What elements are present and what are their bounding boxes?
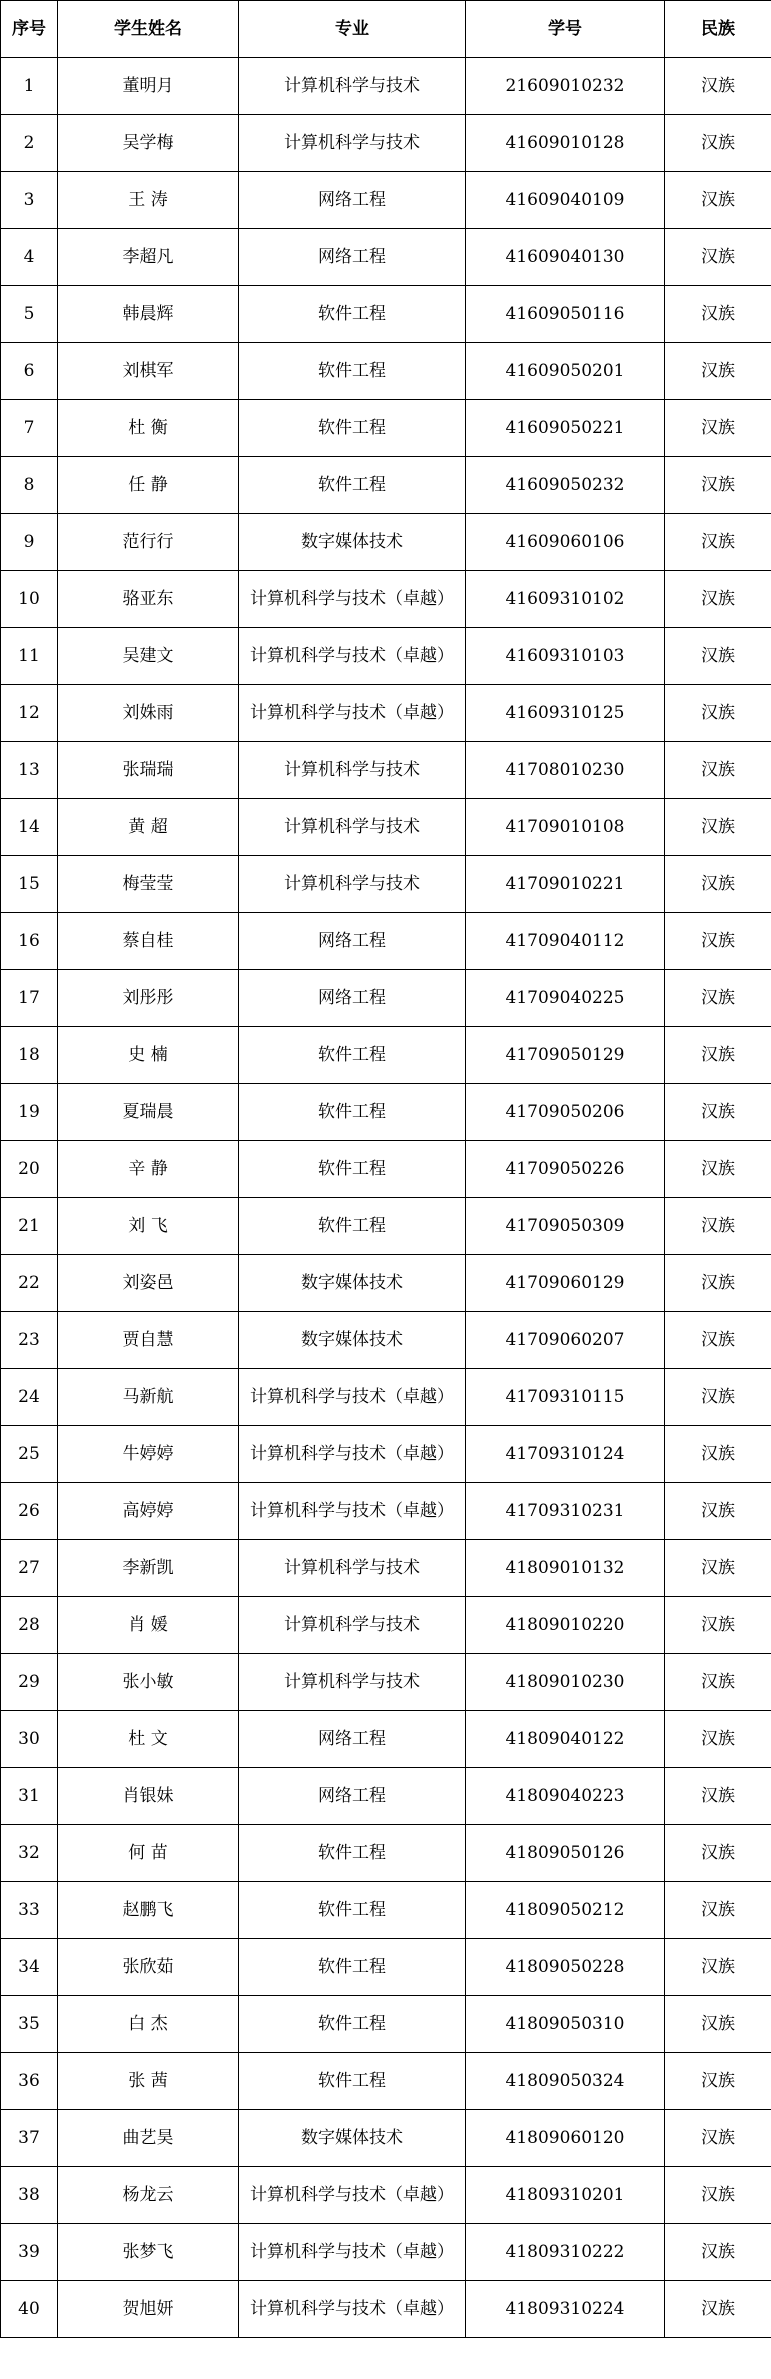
major: 计算机科学与技术 [239,1654,466,1711]
student-name: 何 苗 [58,1825,239,1882]
row-index: 1 [1,58,58,115]
major: 计算机科学与技术（卓越） [239,1426,466,1483]
major: 计算机科学与技术 [239,1540,466,1597]
student-id: 41809010220 [466,1597,665,1654]
table-row [1,400,771,457]
table-row [1,2281,771,2338]
row-index: 19 [1,1084,58,1141]
table-row [1,1939,771,1996]
ethnicity: 汉族 [665,172,771,229]
table-header [1,1,771,58]
major: 网络工程 [239,172,466,229]
ethnicity: 汉族 [665,514,771,571]
student-name: 牛婷婷 [58,1426,239,1483]
table-row [1,1084,771,1141]
table-row [1,1711,771,1768]
table-row [1,1027,771,1084]
ethnicity: 汉族 [665,1369,771,1426]
table-row [1,1825,771,1882]
header-index: 序号 [1,1,58,58]
student-name: 高婷婷 [58,1483,239,1540]
table-row [1,229,771,286]
major: 计算机科学与技术 [239,799,466,856]
student-name: 黄 超 [58,799,239,856]
student-id: 41609310102 [466,571,665,628]
row-index: 8 [1,457,58,514]
student-id: 41809010132 [466,1540,665,1597]
row-index: 36 [1,2053,58,2110]
major: 软件工程 [239,457,466,514]
student-id: 41709040112 [466,913,665,970]
table-row [1,2167,771,2224]
student-id: 41609050116 [466,286,665,343]
student-id: 41609050201 [466,343,665,400]
row-index: 39 [1,2224,58,2281]
student-id: 41709010108 [466,799,665,856]
student-id: 41809040223 [466,1768,665,1825]
row-index: 28 [1,1597,58,1654]
row-index: 20 [1,1141,58,1198]
student-id: 41609310125 [466,685,665,742]
student-name: 曲艺昊 [58,2110,239,2167]
header-row [1,1,771,58]
student-name: 李新凯 [58,1540,239,1597]
major: 计算机科学与技术 [239,856,466,913]
ethnicity: 汉族 [665,2167,771,2224]
ethnicity: 汉族 [665,1027,771,1084]
major: 计算机科学与技术 [239,1597,466,1654]
row-index: 6 [1,343,58,400]
student-name: 刘彤彤 [58,970,239,1027]
row-index: 34 [1,1939,58,1996]
student-name: 刘 飞 [58,1198,239,1255]
row-index: 33 [1,1882,58,1939]
student-id: 41709310124 [466,1426,665,1483]
ethnicity: 汉族 [665,58,771,115]
student-name: 赵鹏飞 [58,1882,239,1939]
student-id: 41809040122 [466,1711,665,1768]
student-name: 贺旭妍 [58,2281,239,2338]
row-index: 24 [1,1369,58,1426]
header-ethnicity: 民族 [665,1,771,58]
row-index: 7 [1,400,58,457]
student-name: 吴建文 [58,628,239,685]
table-row [1,115,771,172]
major: 软件工程 [239,286,466,343]
row-index: 18 [1,1027,58,1084]
row-index: 17 [1,970,58,1027]
student-id: 41809050212 [466,1882,665,1939]
table-row [1,172,771,229]
major: 网络工程 [239,229,466,286]
student-name: 张欣茹 [58,1939,239,1996]
row-index: 13 [1,742,58,799]
ethnicity: 汉族 [665,1654,771,1711]
student-id: 41709050309 [466,1198,665,1255]
table-row [1,343,771,400]
student-name: 王 涛 [58,172,239,229]
major: 计算机科学与技术 [239,742,466,799]
ethnicity: 汉族 [665,2224,771,2281]
major: 计算机科学与技术（卓越） [239,571,466,628]
student-id: 21609010232 [466,58,665,115]
major: 软件工程 [239,1027,466,1084]
row-index: 23 [1,1312,58,1369]
ethnicity: 汉族 [665,400,771,457]
row-index: 25 [1,1426,58,1483]
row-index: 15 [1,856,58,913]
student-id: 41809050228 [466,1939,665,1996]
table-row [1,286,771,343]
table-row [1,1996,771,2053]
ethnicity: 汉族 [665,343,771,400]
student-id: 41809050310 [466,1996,665,2053]
major: 软件工程 [239,1825,466,1882]
student-id: 41709310231 [466,1483,665,1540]
row-index: 11 [1,628,58,685]
major: 计算机科学与技术 [239,115,466,172]
student-name: 刘棋军 [58,343,239,400]
ethnicity: 汉族 [665,229,771,286]
student-id: 41709010221 [466,856,665,913]
student-id: 41609060106 [466,514,665,571]
major: 软件工程 [239,1141,466,1198]
table-row [1,856,771,913]
row-index: 27 [1,1540,58,1597]
ethnicity: 汉族 [665,1084,771,1141]
major: 软件工程 [239,1882,466,1939]
ethnicity: 汉族 [665,856,771,913]
table-row [1,685,771,742]
major: 计算机科学与技术 [239,58,466,115]
row-index: 32 [1,1825,58,1882]
major: 软件工程 [239,2053,466,2110]
student-id: 41709310115 [466,1369,665,1426]
table-row [1,1882,771,1939]
major: 软件工程 [239,343,466,400]
major: 计算机科学与技术（卓越） [239,1369,466,1426]
ethnicity: 汉族 [665,742,771,799]
major: 数字媒体技术 [239,514,466,571]
table-row [1,742,771,799]
student-id: 41709060129 [466,1255,665,1312]
student-id: 41809050126 [466,1825,665,1882]
ethnicity: 汉族 [665,115,771,172]
table-row [1,1369,771,1426]
student-name: 夏瑞晨 [58,1084,239,1141]
ethnicity: 汉族 [665,2053,771,2110]
major: 计算机科学与技术（卓越） [239,2224,466,2281]
table-row [1,1141,771,1198]
student-id: 41708010230 [466,742,665,799]
student-id: 41709050129 [466,1027,665,1084]
student-name: 刘姝雨 [58,685,239,742]
student-name: 蔡自桂 [58,913,239,970]
table-row [1,2110,771,2167]
ethnicity: 汉族 [665,2281,771,2338]
student-id: 41809060120 [466,2110,665,2167]
row-index: 10 [1,571,58,628]
student-name: 辛 静 [58,1141,239,1198]
student-name: 杜 衡 [58,400,239,457]
ethnicity: 汉族 [665,1711,771,1768]
ethnicity: 汉族 [665,1597,771,1654]
student-name: 贾自慧 [58,1312,239,1369]
table-row [1,514,771,571]
student-id: 41709050206 [466,1084,665,1141]
major: 软件工程 [239,1084,466,1141]
row-index: 21 [1,1198,58,1255]
ethnicity: 汉族 [665,571,771,628]
row-index: 31 [1,1768,58,1825]
student-id: 41809310224 [466,2281,665,2338]
student-name: 杨龙云 [58,2167,239,2224]
row-index: 3 [1,172,58,229]
table-row [1,970,771,1027]
table-row [1,628,771,685]
ethnicity: 汉族 [665,1939,771,1996]
header-student-id: 学号 [466,1,665,58]
table-row [1,1768,771,1825]
table-row [1,1255,771,1312]
ethnicity: 汉族 [665,970,771,1027]
student-name: 马新航 [58,1369,239,1426]
student-name: 肖银妹 [58,1768,239,1825]
table-row [1,1312,771,1369]
row-index: 14 [1,799,58,856]
table-row [1,2053,771,2110]
student-id: 41809310201 [466,2167,665,2224]
major: 软件工程 [239,1939,466,1996]
major: 计算机科学与技术（卓越） [239,1483,466,1540]
student-name: 梅莹莹 [58,856,239,913]
student-name: 白 杰 [58,1996,239,2053]
student-name: 范行行 [58,514,239,571]
row-index: 5 [1,286,58,343]
major: 软件工程 [239,1996,466,2053]
student-name: 刘姿邑 [58,1255,239,1312]
table-row [1,1540,771,1597]
ethnicity: 汉族 [665,1540,771,1597]
header-student-name: 学生姓名 [58,1,239,58]
major: 软件工程 [239,1198,466,1255]
major: 网络工程 [239,970,466,1027]
ethnicity: 汉族 [665,457,771,514]
ethnicity: 汉族 [665,1882,771,1939]
row-index: 2 [1,115,58,172]
ethnicity: 汉族 [665,1312,771,1369]
ethnicity: 汉族 [665,1996,771,2053]
student-name: 董明月 [58,58,239,115]
table-row [1,1597,771,1654]
student-name: 史 楠 [58,1027,239,1084]
header-major: 专业 [239,1,466,58]
ethnicity: 汉族 [665,286,771,343]
student-name: 吴学梅 [58,115,239,172]
ethnicity: 汉族 [665,1141,771,1198]
student-name: 张梦飞 [58,2224,239,2281]
student-id: 41609040109 [466,172,665,229]
table-row [1,799,771,856]
table-row [1,1426,771,1483]
major: 数字媒体技术 [239,1255,466,1312]
row-index: 37 [1,2110,58,2167]
ethnicity: 汉族 [665,628,771,685]
major: 软件工程 [239,400,466,457]
student-id: 41609010128 [466,115,665,172]
ethnicity: 汉族 [665,1768,771,1825]
student-name: 韩晨辉 [58,286,239,343]
major: 计算机科学与技术（卓越） [239,2281,466,2338]
student-id: 41709060207 [466,1312,665,1369]
student-name: 杜 文 [58,1711,239,1768]
student-name: 骆亚东 [58,571,239,628]
table-row [1,457,771,514]
major: 网络工程 [239,1768,466,1825]
student-id: 41809050324 [466,2053,665,2110]
row-index: 30 [1,1711,58,1768]
student-id: 41709050226 [466,1141,665,1198]
row-index: 12 [1,685,58,742]
major: 计算机科学与技术（卓越） [239,2167,466,2224]
row-index: 26 [1,1483,58,1540]
major: 计算机科学与技术（卓越） [239,628,466,685]
table-row [1,1483,771,1540]
row-index: 29 [1,1654,58,1711]
ethnicity: 汉族 [665,1198,771,1255]
row-index: 4 [1,229,58,286]
table-row [1,2224,771,2281]
ethnicity: 汉族 [665,1255,771,1312]
table-row [1,58,771,115]
student-id: 41609050232 [466,457,665,514]
student-name: 肖 媛 [58,1597,239,1654]
row-index: 38 [1,2167,58,2224]
row-index: 9 [1,514,58,571]
student-name: 张瑞瑞 [58,742,239,799]
student-id: 41809310222 [466,2224,665,2281]
student-name: 李超凡 [58,229,239,286]
table-row [1,1198,771,1255]
student-id: 41709040225 [466,970,665,1027]
student-name: 张 茜 [58,2053,239,2110]
student-name: 张小敏 [58,1654,239,1711]
row-index: 40 [1,2281,58,2338]
row-index: 16 [1,913,58,970]
major: 网络工程 [239,913,466,970]
major: 数字媒体技术 [239,1312,466,1369]
row-index: 22 [1,1255,58,1312]
student-id: 41609040130 [466,229,665,286]
major: 网络工程 [239,1711,466,1768]
ethnicity: 汉族 [665,685,771,742]
ethnicity: 汉族 [665,799,771,856]
major: 数字媒体技术 [239,2110,466,2167]
ethnicity: 汉族 [665,2110,771,2167]
student-id: 41809010230 [466,1654,665,1711]
student-id: 41609050221 [466,400,665,457]
row-index: 35 [1,1996,58,2053]
table-row [1,913,771,970]
table-body [1,58,771,2338]
ethnicity: 汉族 [665,1483,771,1540]
ethnicity: 汉族 [665,1426,771,1483]
ethnicity: 汉族 [665,1825,771,1882]
student-name: 任 静 [58,457,239,514]
student-id: 41609310103 [466,628,665,685]
ethnicity: 汉族 [665,913,771,970]
major: 计算机科学与技术（卓越） [239,685,466,742]
table-row [1,1654,771,1711]
table-row [1,571,771,628]
